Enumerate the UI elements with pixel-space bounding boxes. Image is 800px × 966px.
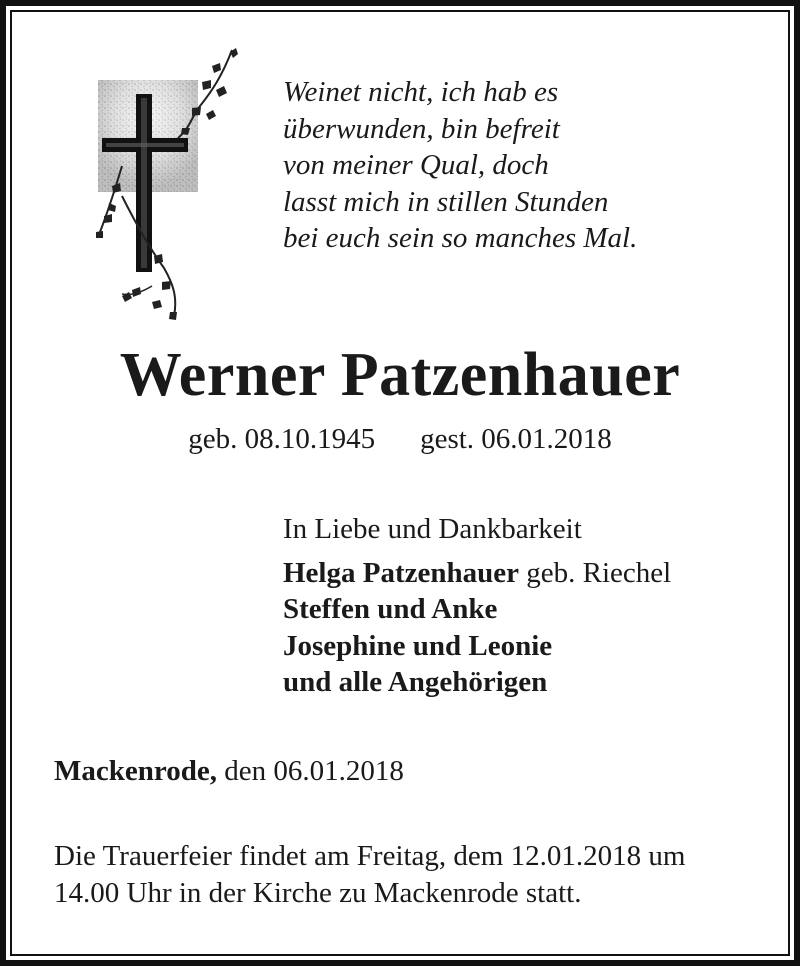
deceased-name: Werner Patzenhauer — [119, 341, 681, 409]
death-date: gest. 06.01.2018 — [420, 423, 612, 455]
poem — [283, 74, 723, 257]
family-signature — [283, 511, 671, 701]
poem-line: von meiner Qual, doch — [283, 149, 549, 181]
cross-with-ivy-icon — [92, 46, 242, 326]
family-member-name: und alle Angehörigen — [283, 666, 548, 698]
family-member-note: geb. Riechel — [518, 556, 672, 589]
poem-line: bei euch sein so manches Mal. — [283, 222, 638, 254]
poem-line: Weinet nicht, ich hab es — [283, 76, 559, 108]
family-member — [283, 664, 671, 701]
poem-line: überwunden, bin befreit — [283, 112, 560, 145]
place-date — [54, 755, 404, 788]
poem-line: lasst mich in stillen Stunden — [283, 185, 609, 218]
place-name: Mackenrode, — [54, 755, 217, 787]
notice-date: den 06.01.2018 — [216, 755, 404, 787]
service-line: Die Trauerfeier findet am Freitag, dem 12.01.2018 um — [54, 840, 686, 872]
funeral-service-info — [54, 838, 685, 912]
family-member-name: Helga Patzenhauer — [283, 556, 519, 589]
birth-date: geb. 08.10.1945 — [188, 423, 376, 455]
service-line: 14.00 Uhr in der Kirche zu Mackenrode statt. — [54, 877, 582, 909]
life-dates — [0, 423, 800, 456]
family-member — [283, 555, 671, 592]
family-member-name: Steffen und Anke — [283, 593, 498, 625]
family-intro: In Liebe und Dankbarkeit — [283, 513, 582, 545]
family-member — [283, 628, 671, 665]
family-member-name: Josephine und Leonie — [283, 629, 553, 662]
family-member — [283, 591, 671, 628]
